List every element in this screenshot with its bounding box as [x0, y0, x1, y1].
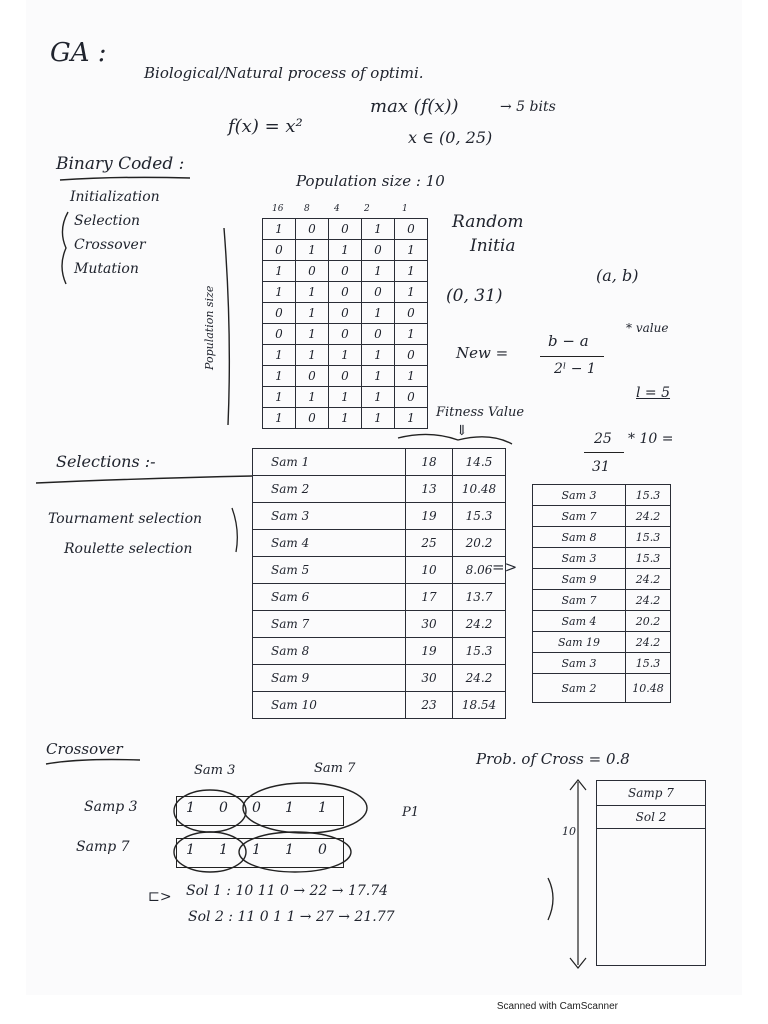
bit-pos-16: 16: [272, 204, 284, 214]
solution-1: Sol 1 : 10 11 0 → 22 → 17.74: [186, 883, 389, 899]
bit-cell: 0: [296, 366, 329, 387]
sample-name: Sam 3: [253, 503, 406, 530]
pool-sample: Sam 3: [533, 653, 626, 674]
bit-cell: 1: [263, 219, 296, 240]
samp3-label: Samp 3: [84, 799, 138, 815]
population-row: [263, 261, 428, 282]
pool-fitness: 15.3: [626, 653, 671, 674]
pool-sample: Sam 8: [533, 527, 626, 548]
crossover-bit: 1: [219, 842, 228, 858]
mating-pool-row: [533, 590, 671, 611]
bit-cell: 0: [395, 345, 428, 366]
sample-name: Sam 2: [253, 476, 406, 503]
selection-row: [253, 638, 506, 665]
bit-cell: 1: [263, 366, 296, 387]
bit-cell: 0: [329, 366, 362, 387]
decoded-value: 30: [406, 665, 453, 692]
fitness-value: 24.2: [453, 665, 506, 692]
bit-pos-1: 1: [402, 204, 408, 214]
bit-cell: 1: [362, 366, 395, 387]
bit-cell: 1: [296, 387, 329, 408]
pool-fitness: 20.2: [626, 611, 671, 632]
mating-pool-row: [533, 632, 671, 653]
sample-name: Sam 4: [253, 530, 406, 557]
bit-pos-2: 2: [364, 204, 370, 214]
bit-cell: 1: [395, 261, 428, 282]
bit-cell: 0: [263, 240, 296, 261]
selection-row: [253, 476, 506, 503]
subtitle: Biological/Natural process of optimi.: [144, 64, 424, 82]
bit-cell: 1: [296, 240, 329, 261]
page-title: GA :: [50, 38, 107, 68]
parent2-box: [176, 838, 344, 868]
mating-pool-row: [533, 674, 671, 703]
mating-pool-row: [533, 527, 671, 548]
selection-row: [253, 584, 506, 611]
selections-heading: Selections :-: [56, 452, 156, 471]
down-arrow-icon: ⇓: [456, 423, 468, 439]
fitness-value: 15.3: [453, 503, 506, 530]
bit-cell: 0: [263, 303, 296, 324]
sample-name: Sam 5: [253, 557, 406, 584]
selection-table: [252, 448, 506, 719]
bit-cell: 1: [329, 345, 362, 366]
bit-cell: 1: [362, 408, 395, 429]
selection-row: [253, 692, 506, 719]
domain: x ∈ (0, 25): [408, 128, 493, 147]
bit-cell: 1: [395, 282, 428, 303]
formula-bar: [540, 356, 604, 357]
bit-cell: 0: [395, 387, 428, 408]
bit-cell: 1: [296, 324, 329, 345]
bit-cell: 0: [296, 408, 329, 429]
formula-denominator: 2ˡ − 1: [554, 361, 596, 377]
crossover-bit: 1: [285, 842, 294, 858]
decoded-value: 23: [406, 692, 453, 719]
decoded-value: 19: [406, 638, 453, 665]
population-side-label: Population size: [203, 285, 216, 370]
pool-cell: Samp 7: [597, 781, 706, 806]
decoded-value: 25: [406, 530, 453, 557]
decoded-value: 30: [406, 611, 453, 638]
crossover-pool-table: [596, 780, 706, 966]
bit-cell: 1: [362, 303, 395, 324]
bit-cell: 1: [263, 408, 296, 429]
crossover-heading: Crossover: [46, 740, 123, 758]
mating-pool-row: [533, 506, 671, 527]
fitness-function: f(x) = x²: [228, 116, 303, 137]
sample-name: Sam 1: [253, 449, 406, 476]
pool-fitness: 15.3: [626, 527, 671, 548]
bit-cell: 0: [362, 240, 395, 261]
population-row: [263, 408, 428, 429]
fitness-value: 14.5: [453, 449, 506, 476]
pool-sample: Sam 7: [533, 590, 626, 611]
ab-range: (a, b): [596, 266, 639, 285]
bit-cell: 1: [329, 387, 362, 408]
bit-cell: 0: [329, 303, 362, 324]
population-row: [263, 303, 428, 324]
pool-fitness: 24.2: [626, 569, 671, 590]
solution-2: Sol 2 : 11 0 1 1 → 27 → 21.77: [188, 909, 395, 925]
bit-cell: 1: [296, 282, 329, 303]
pool-fitness: 24.2: [626, 590, 671, 611]
selection-row: [253, 530, 506, 557]
fitness-value: 20.2: [453, 530, 506, 557]
calc-numerator: 25: [594, 431, 612, 447]
bit-cell: 0: [362, 282, 395, 303]
step-crossover: Crossover: [74, 237, 146, 253]
formula-prefix: New =: [456, 344, 509, 362]
crossover-bit: 0: [219, 800, 228, 816]
pool-fitness: 10.48: [626, 674, 671, 703]
bit-cell: 1: [329, 408, 362, 429]
pool-sample: Sam 2: [533, 674, 626, 703]
bit-cell: 0: [329, 261, 362, 282]
pool-fitness: 15.3: [626, 548, 671, 569]
init-label: Initia: [470, 236, 516, 256]
parent1-box: [176, 796, 344, 826]
population-row: [263, 324, 428, 345]
bit-cell: 1: [395, 366, 428, 387]
bit-cell: 0: [329, 282, 362, 303]
pool-fitness: 24.2: [626, 632, 671, 653]
bit-cell: 0: [329, 324, 362, 345]
step-mutation: Mutation: [74, 261, 139, 277]
random-label: Random: [452, 212, 524, 232]
mating-pool-table: [532, 484, 671, 703]
pool-sample: Sam 9: [533, 569, 626, 590]
bit-pos-8: 8: [304, 204, 310, 214]
pool-sample: Sam 3: [533, 485, 626, 506]
pool-sample: Sam 3: [533, 548, 626, 569]
bit-cell: 1: [263, 387, 296, 408]
bit-cell: 0: [296, 219, 329, 240]
bit-cell: 0: [329, 219, 362, 240]
crossover-bit: 1: [318, 800, 327, 816]
pool-sample: Sam 7: [533, 506, 626, 527]
bit-cell: 1: [296, 345, 329, 366]
decoded-value: 10: [406, 557, 453, 584]
fitness-value-label: Fitness Value: [436, 405, 525, 420]
bit-cell: 1: [296, 303, 329, 324]
crossover-bit: 0: [318, 842, 327, 858]
population-row: [263, 387, 428, 408]
sample-name: Sam 9: [253, 665, 406, 692]
mating-pool-row: [533, 611, 671, 632]
pool-fitness: 24.2: [626, 506, 671, 527]
pool-sample: Sam 19: [533, 632, 626, 653]
calc-bar: [584, 452, 624, 453]
crossover-bit: 1: [186, 842, 195, 858]
bit-cell: 1: [362, 261, 395, 282]
formula-suffix: * value: [626, 321, 669, 335]
pool-cell-empty: [597, 829, 706, 966]
step-selection: Selection: [74, 213, 141, 229]
calc-tail: * 10 =: [628, 431, 674, 447]
bit-cell: 1: [263, 261, 296, 282]
bit-pos-4: 4: [334, 204, 340, 214]
scanner-watermark: Scanned with CamScanner: [496, 1001, 618, 1012]
selection-row: [253, 611, 506, 638]
sample-name: Sam 6: [253, 584, 406, 611]
bit-range: (0, 31): [446, 286, 503, 306]
crossover-bit: 1: [186, 800, 195, 816]
samp7-label: Samp 7: [76, 839, 130, 855]
step-initialization: Initialization: [70, 189, 160, 205]
pool-fitness: 15.3: [626, 485, 671, 506]
mating-pool-row: [533, 548, 671, 569]
fitness-value: 13.7: [453, 584, 506, 611]
pool-height-label: 10: [562, 825, 576, 838]
bit-cell: 0: [395, 219, 428, 240]
decoded-value: 13: [406, 476, 453, 503]
fitness-value: 10.48: [453, 476, 506, 503]
selection-row: [253, 557, 506, 584]
fitness-value: 24.2: [453, 611, 506, 638]
population-row: [263, 366, 428, 387]
population-grid: [262, 218, 428, 429]
bit-cell: 1: [362, 387, 395, 408]
pool-sample: Sam 4: [533, 611, 626, 632]
decoded-value: 19: [406, 503, 453, 530]
bit-cell: 0: [263, 324, 296, 345]
bit-cell: 1: [395, 324, 428, 345]
sample-name: Sam 10: [253, 692, 406, 719]
population-row: [263, 345, 428, 366]
binary-coded-heading: Binary Coded :: [56, 154, 185, 174]
fitness-value: 18.54: [453, 692, 506, 719]
bit-cell: 0: [395, 303, 428, 324]
population-row: [263, 219, 428, 240]
selection-row: [253, 665, 506, 692]
bit-cell: 1: [395, 408, 428, 429]
sam3-label: Sam 3: [194, 763, 236, 778]
roulette-selection: Roulette selection: [64, 541, 193, 557]
selection-arrow: =>: [492, 558, 518, 576]
bits-note: → 5 bits: [500, 99, 556, 115]
result-arrow-icon: ⊏>: [148, 889, 172, 905]
formula-numerator: b − a: [548, 332, 589, 350]
mating-pool-row: [533, 653, 671, 674]
fitness-value: 15.3: [453, 638, 506, 665]
sample-name: Sam 8: [253, 638, 406, 665]
selection-row: [253, 503, 506, 530]
sample-name: Sam 7: [253, 611, 406, 638]
bit-cell: 0: [362, 324, 395, 345]
tournament-selection: Tournament selection: [48, 511, 203, 527]
population-size-label: Population size : 10: [296, 172, 445, 190]
decoded-value: 18: [406, 449, 453, 476]
mating-pool-row: [533, 485, 671, 506]
bit-cell: 0: [296, 261, 329, 282]
bit-cell: 1: [362, 345, 395, 366]
p1-label: P1: [402, 805, 420, 820]
calc-denominator: 31: [592, 459, 610, 475]
bit-cell: 1: [362, 219, 395, 240]
crossover-bit: 1: [285, 800, 294, 816]
fitness-value: 8.06: [453, 557, 506, 584]
population-row: [263, 282, 428, 303]
crossover-probability: Prob. of Cross = 0.8: [476, 750, 630, 768]
bit-cell: 1: [263, 345, 296, 366]
decoded-value: 17: [406, 584, 453, 611]
bit-cell: 1: [263, 282, 296, 303]
objective: max (f(x)): [370, 96, 459, 117]
l-note: l = 5: [636, 385, 671, 401]
pool-cell: Sol 2: [597, 806, 706, 829]
crossover-bit: 1: [252, 842, 261, 858]
bit-cell: 1: [329, 240, 362, 261]
selection-row: [253, 449, 506, 476]
bit-cell: 1: [395, 240, 428, 261]
mating-pool-row: [533, 569, 671, 590]
crossover-bit: 0: [252, 800, 261, 816]
sam7-label: Sam 7: [314, 761, 356, 776]
population-row: [263, 240, 428, 261]
